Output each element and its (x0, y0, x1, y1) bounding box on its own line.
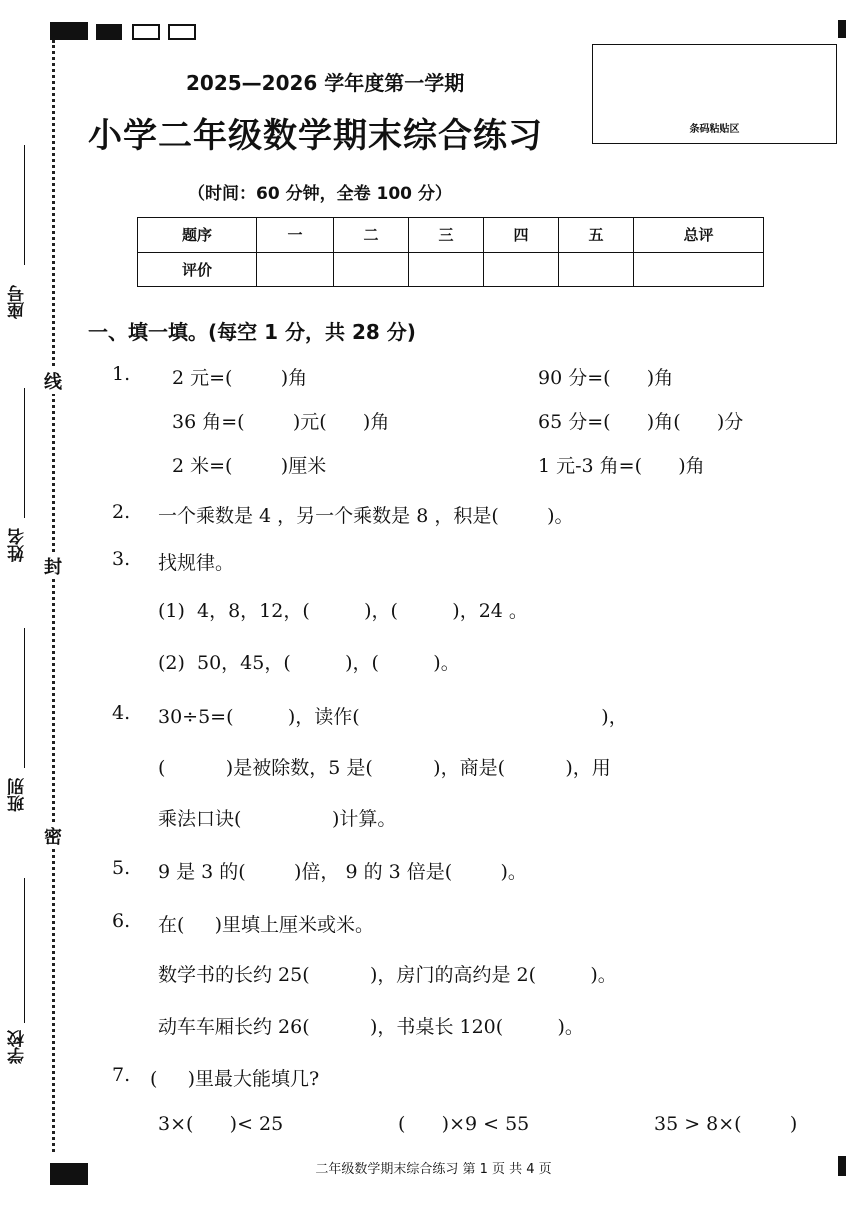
q4-line2: ( )是被除数，5 是( )，商是( )，用 (158, 757, 611, 779)
q1-item-c: 36 角=( )元( )角 (172, 411, 390, 433)
q3-text: 找规律。 (158, 552, 235, 574)
question-number: 3. (112, 548, 131, 570)
score-cell-empty (409, 252, 484, 287)
field-line-school (24, 878, 25, 1023)
q7-item-c: 35 > 8×( ) (654, 1113, 798, 1135)
score-cell: 三 (409, 218, 484, 253)
registration-mark-top-4 (168, 24, 196, 40)
field-line-name (24, 388, 25, 518)
page-title: 小学二年级数学期末综合练习 (88, 116, 543, 156)
question-number: 1. (112, 363, 131, 385)
q6-line2: 动车车厢长约 26( )，书桌长 120( )。 (158, 1016, 584, 1038)
question-number: 2. (112, 501, 131, 523)
barcode-area (592, 44, 837, 144)
score-cell: 题序 (138, 218, 257, 253)
q2-text: 一个乘数是 4 ，另一个乘数是 8 ，积是( )。 (158, 505, 574, 527)
q7-text: ( )里最大能填几? (150, 1068, 320, 1090)
section-heading: 一、填一填。(每空 1 分，共 28 分) (88, 320, 416, 344)
q1-item-f: 1 元-3 角=( )角 (538, 455, 705, 477)
score-cell: 一 (257, 218, 334, 253)
q1-item-e: 2 米=( )厘米 (172, 455, 327, 477)
q4-line3: 乘法口诀( )计算。 (158, 808, 397, 830)
score-cell-empty (559, 252, 634, 287)
score-cell: 二 (334, 218, 409, 253)
score-cell-empty (484, 252, 559, 287)
score-cell-empty (334, 252, 409, 287)
seal-char-seal: 封 (44, 553, 62, 579)
field-label-seat: 座号 (8, 285, 28, 319)
question-number: 5. (112, 857, 131, 879)
q1-item-b: 90 分=( )角 (538, 367, 674, 389)
score-cell: 四 (484, 218, 559, 253)
field-label-school: 学校 (8, 1030, 28, 1064)
page-footer: 二年级数学期末综合练习 第 1 页 共 4 页 (315, 1162, 552, 1177)
q5-text: 9 是 3 的( )倍， 9 的 3 倍是( )。 (158, 861, 527, 883)
score-cell-empty (634, 252, 764, 287)
q7-item-a: 3×( )< 25 (158, 1113, 284, 1135)
year-term: 2025—2026 学年度第一学期 (186, 71, 465, 95)
score-cell-empty (257, 252, 334, 287)
score-table-row (138, 218, 764, 253)
question-number: 6. (112, 910, 131, 932)
barcode-label: 条码粘贴区 (689, 124, 740, 135)
registration-mark-top-3 (132, 24, 160, 40)
score-cell: 总评 (634, 218, 764, 253)
q4-line1: 30÷5=( )，读作( )， (158, 706, 628, 728)
registration-mark-top-2 (96, 24, 122, 40)
q3-sub1: (1) 4，8，12，( )，( )，24 。 (158, 600, 528, 622)
q3-sub2: (2) 50，45，( )，( )。 (158, 652, 460, 674)
q1-item-d: 65 分=( )角( )分 (538, 411, 744, 433)
score-cell: 评价 (138, 252, 257, 287)
time-note: （时间：60 分钟，全卷 100 分） (188, 184, 452, 204)
field-line-class (24, 628, 25, 768)
registration-mark-top-right (838, 20, 846, 38)
field-label-class: 班别 (8, 778, 28, 812)
field-line-seat (24, 145, 25, 265)
registration-mark-top-left (50, 22, 88, 40)
q6-line1: 数学书的长约 25( )，房门的高约是 2( )。 (158, 964, 617, 986)
score-table-row (138, 252, 764, 287)
binding-dotted-line (52, 40, 55, 1152)
score-table (137, 217, 764, 287)
q1-item-a: 2 元=( )角 (172, 367, 308, 389)
question-number: 4. (112, 702, 131, 724)
field-label-name: 姓名 (8, 528, 28, 562)
score-cell: 五 (559, 218, 634, 253)
q7-item-b: ( )×9 < 55 (398, 1113, 530, 1135)
seal-char-line: 线 (44, 368, 62, 394)
q6-text: 在( )里填上厘米或米。 (158, 914, 375, 936)
seal-char-secret: 密 (44, 823, 62, 849)
question-number: 7. (112, 1064, 131, 1086)
